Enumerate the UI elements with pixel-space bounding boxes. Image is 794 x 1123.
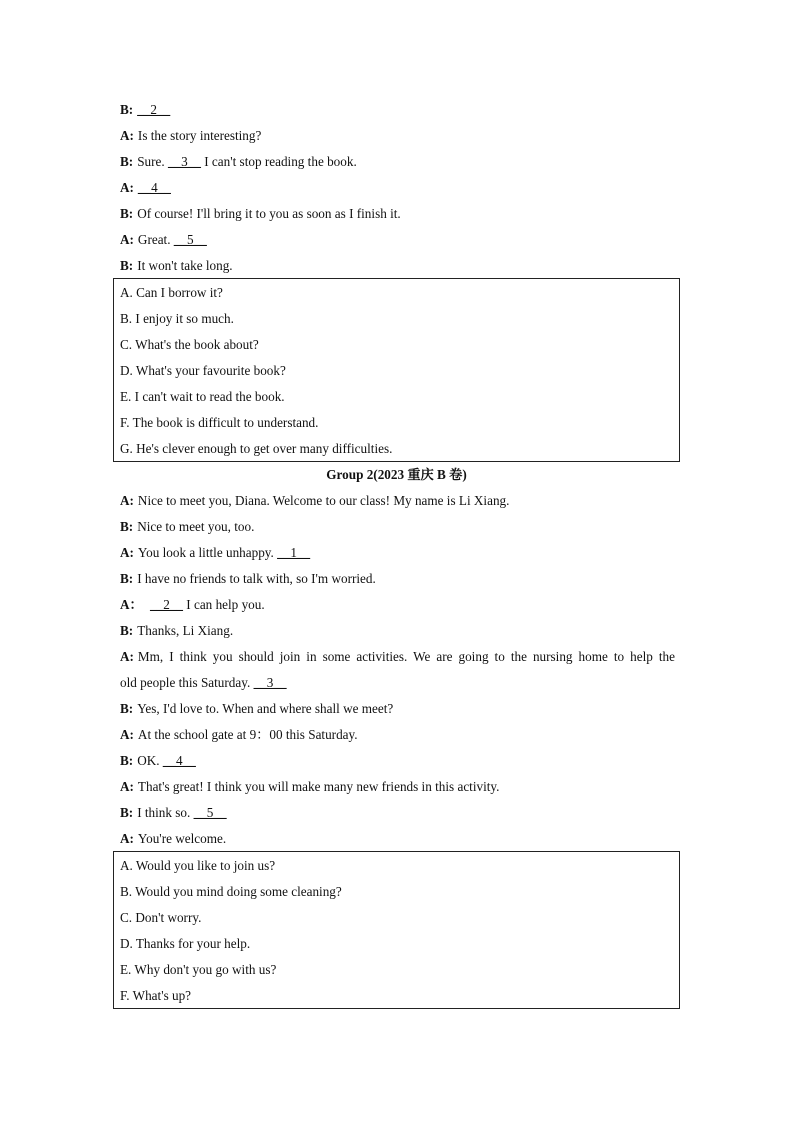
line-text: Great. (137, 232, 174, 247)
group2-heading: Group 2(2023 重庆 B 卷) (326, 467, 467, 482)
dialogue-line (120, 566, 680, 592)
answer-blank: __4__ (137, 180, 171, 195)
speaker-label: A: (120, 727, 134, 742)
speaker-label: B: (120, 206, 134, 221)
dialogue-line (120, 696, 680, 722)
dialogue-line (120, 618, 680, 644)
dialogue-line (120, 722, 680, 748)
answer-blank: __1__ (277, 545, 311, 560)
dialogue-line (120, 488, 680, 514)
speaker-label: B: (120, 753, 134, 768)
speaker-label: B: (120, 623, 134, 638)
line-text: You're welcome. (137, 831, 227, 846)
dialogue-line (120, 748, 680, 774)
line-text: It won't take long. (137, 258, 233, 273)
option-item: F. What's up? (120, 988, 192, 1003)
dialogue-line (120, 149, 680, 175)
option-item: G. He's clever enough to get over many difficulties. (120, 441, 393, 456)
line-text: Mm, I think you should join in some activities. We are going to the nursing home to help the (137, 649, 675, 664)
answer-blank: __3__ (167, 154, 201, 169)
speaker-label: B: (120, 519, 134, 534)
speaker-label: B: (120, 102, 134, 117)
option-item: B. I enjoy it so much. (120, 311, 234, 326)
dialogue-line (120, 826, 680, 852)
option-item: A. Can I borrow it? (120, 285, 223, 300)
speaker-label: B: (120, 571, 134, 586)
answer-blank: __2__ (137, 102, 171, 117)
option-item: A. Would you like to join us? (120, 858, 276, 873)
option-item: B. Would you mind doing some cleaning? (120, 884, 342, 899)
answer-blank: __5__ (173, 232, 207, 247)
line-text-after: I can't stop reading the book. (200, 154, 357, 169)
line-text: I think so. (137, 805, 194, 820)
speaker-label: A: (120, 779, 134, 794)
line-text: Nice to meet you, too. (137, 519, 255, 534)
line-text: OK. (137, 753, 163, 768)
line-text: Yes, I'd love to. When and where shall we meet? (137, 701, 394, 716)
line-text: Nice to meet you, Diana. Welcome to our class! My name is Li Xiang. (137, 493, 510, 508)
line-text: Is the story interesting? (137, 128, 262, 143)
speaker-label: B: (120, 258, 134, 273)
line-text: That's great! I think you will make many new friends in this activity. (137, 779, 500, 794)
speaker-label: A: (120, 180, 134, 195)
option-item: C. What's the book about? (120, 337, 259, 352)
speaker-label: B: (120, 154, 134, 169)
line-text: old people this Saturday. (120, 675, 254, 690)
line-text: Thanks, Li Xiang. (137, 623, 234, 638)
dialogue-line (120, 123, 680, 149)
speaker-label: A: (120, 493, 134, 508)
dialogue-line (120, 97, 680, 123)
line-text-after: I can help you. (182, 597, 265, 612)
dialogue-line (120, 774, 680, 800)
dialogue-line (120, 253, 680, 279)
line-text: Sure. (137, 154, 168, 169)
speaker-label: B: (120, 701, 134, 716)
speaker-label: B: (120, 805, 134, 820)
answer-blank: __4__ (162, 753, 196, 768)
line-text: Of course! I'll bring it to you as soon as I finish it. (137, 206, 401, 221)
line-text: At the school gate at 9：00 this Saturday. (137, 727, 358, 742)
answer-blank: __5__ (193, 805, 227, 820)
dialogue-line (120, 227, 680, 253)
options-box-group2 (113, 851, 680, 1009)
option-item: E. I can't wait to read the book. (120, 389, 285, 404)
answer-blank: __2__ (150, 597, 183, 612)
speaker-label: A: (120, 545, 134, 560)
dialogue-line (120, 800, 680, 826)
dialogue-line (120, 592, 680, 618)
dialogue-line (120, 644, 675, 670)
dialogue-line (120, 514, 680, 540)
option-item: D. What's your favourite book? (120, 363, 286, 378)
speaker-label: A: (120, 128, 134, 143)
speaker-label: A: (120, 831, 134, 846)
options-box-group1 (113, 278, 680, 462)
line-text: You look a little unhappy. (137, 545, 278, 560)
option-item: D. Thanks for your help. (120, 936, 251, 951)
option-item: E. Why don't you go with us? (120, 962, 277, 977)
dialogue-line (120, 201, 680, 227)
speaker-label: A: (120, 649, 134, 664)
speaker-label: A: (120, 232, 134, 247)
dialogue-line (120, 175, 680, 201)
speaker-label: A： (120, 597, 143, 612)
dialogue-line (120, 540, 680, 566)
option-item: F. The book is difficult to understand. (120, 415, 319, 430)
option-item: C. Don't worry. (120, 910, 202, 925)
dialogue-line-continued (120, 670, 680, 696)
answer-blank: __3__ (253, 675, 287, 690)
line-text: I have no friends to talk with, so I'm worried. (137, 571, 376, 586)
